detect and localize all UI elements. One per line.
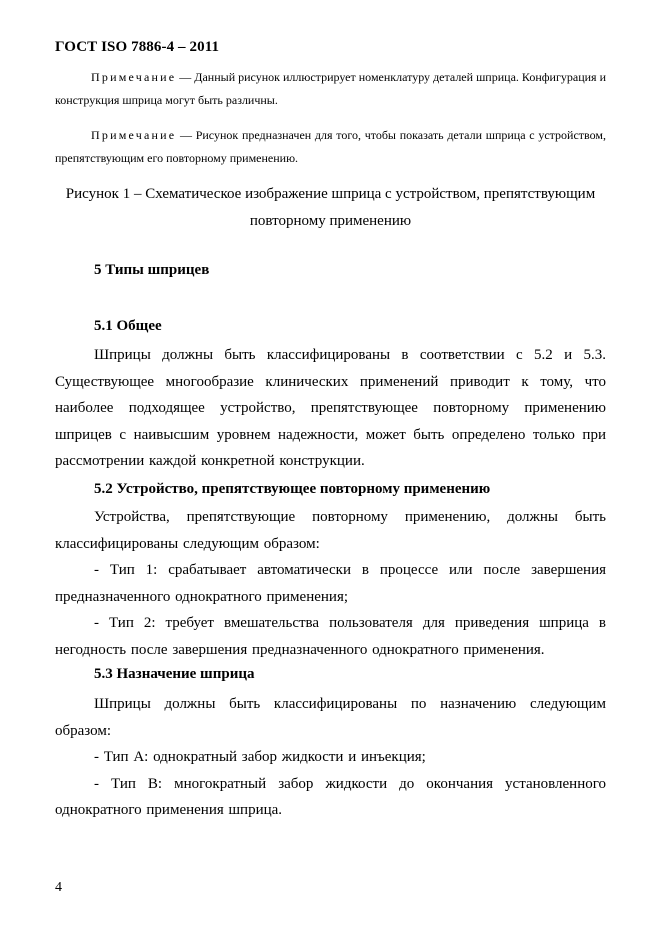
list-item: - Тип А: однократный забор жидкости и инъекция; [94,749,426,765]
figure-note-1 [55,66,606,112]
page-number: 4 [55,880,62,895]
section-5-1-paragraph [55,342,606,475]
figure-caption [55,181,606,235]
list-item: - Тип 2: требует вмешательства пользователя для приведения шприца в негодность после завершения предназначенного однократного применения. [55,615,606,658]
paragraph-text: Шприцы должны быть классифицированы по назначению следующим образом: [55,696,606,739]
figure-caption-line-2: повторному применению [249,213,412,229]
paragraph-text: Шприцы должны быть классифицированы в соответствии с 5.2 и 5.3. Существующее многообразие клинических применений приводит к тому, что наиболее подходящее устройство, препятствующее повторному применению шприцев с наивысшим уровнем надежности, может быть определено только при рассмотрении каждой конкретной конструкции. [55,347,606,469]
note-text: — Данный рисунок иллюстрирует номенклатуру деталей шприца. Конфигурация и конструкция шприца могут быть различны. [55,70,606,107]
section-5-2-heading: 5.2 Устройство, препятствующее повторному применению [94,481,491,497]
standard-header: ГОСТ ISO 7886-4 – 2011 [55,39,220,55]
note-label: Примечание [91,70,177,84]
section-5-3-heading: 5.3 Назначение шприца [94,666,255,682]
section-5-heading: 5 Типы шприцев [94,262,210,278]
list-item: - Тип В: многократный забор жидкости до окончания установленного однократного применения шприца. [55,775,606,818]
list-item: - Тип 1: срабатывает автоматически в процессе или после завершения предназначенного однократного применения; [55,562,606,605]
section-5-3-body [55,691,606,824]
section-5-2-body [55,504,606,663]
note-label: Примечание [91,128,177,142]
paragraph-text: Устройства, препятствующие повторному применению, должны быть классифицированы следующим образом: [55,509,606,552]
figure-note-2 [55,124,606,170]
section-5-1-heading: 5.1 Общее [94,318,162,334]
note-text: — Рисунок предназначен для того, чтобы показать детали шприца с устройством, препятствующим его повторному применению. [55,128,606,165]
figure-caption-line-1: Рисунок 1 – Схематическое изображение шприца с устройством, препятствующим [65,186,596,202]
